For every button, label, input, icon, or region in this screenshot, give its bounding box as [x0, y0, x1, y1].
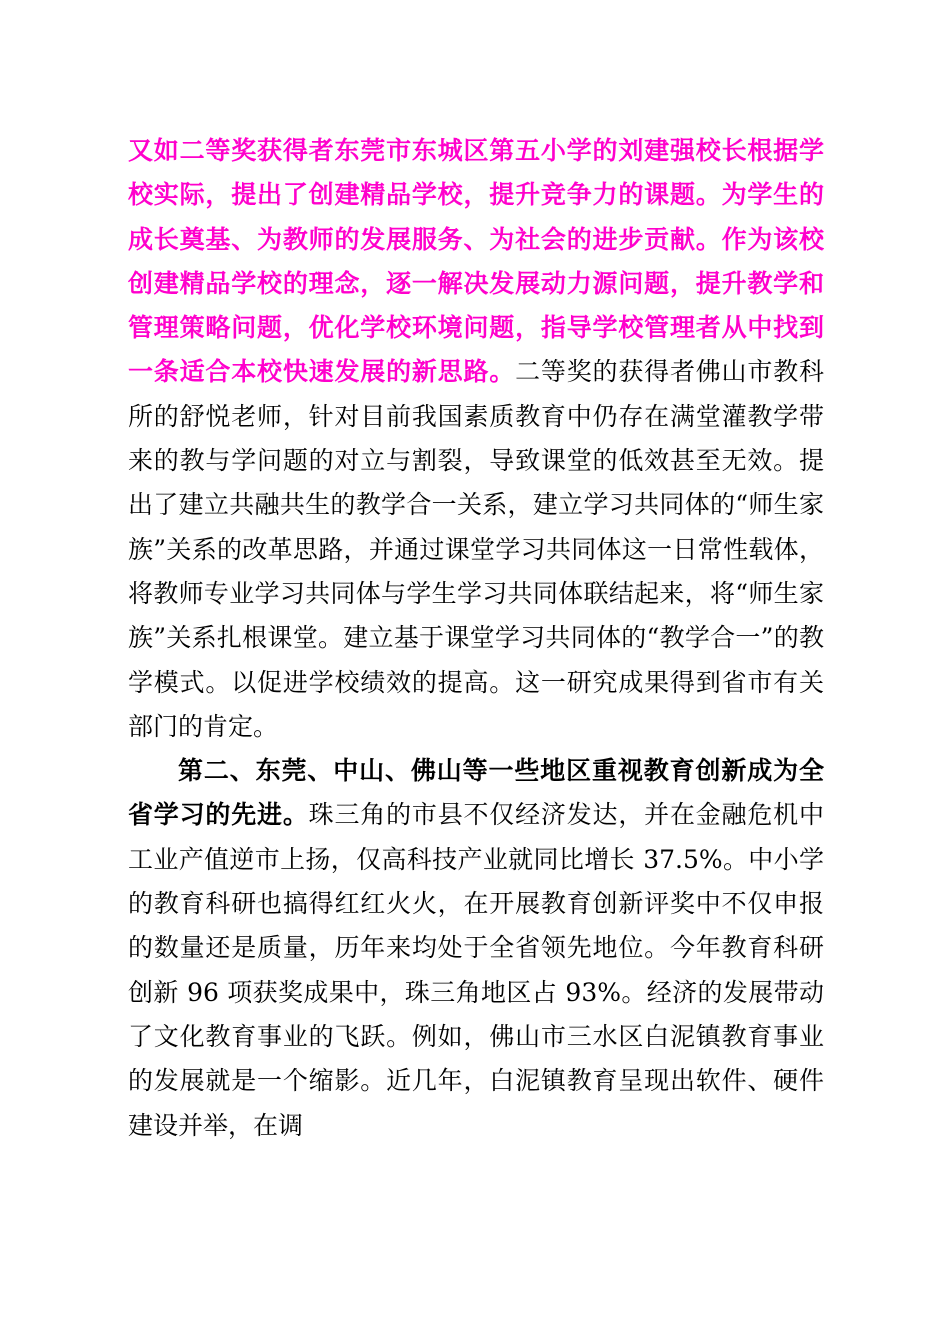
paragraph-text: 珠三角的市县不仅经济发达，并在金融危机中工业产值逆市上扬，仅高科技产业就同比增长 37.5%。中小学的教育科研也搞得红红火火，在开展教育创新评奖中不仅申报的数量还是质量，历年来均处于全省领先地位。今年教育科研创新 96 项获奖成果中，珠三角地区占 93%。经济的发展带动了文化教育事业的飞跃。例如，佛山市三水区白泥镇教育事业的发展就是一个缩影。近几年，白泥镇教育呈现出软件、硬件建设并举，在调 [128, 800, 824, 1140]
paragraph-award-winners [128, 129, 824, 749]
document-body [128, 129, 824, 1148]
paragraph-text: 二等奖的获得者佛山市教科所的舒悦老师，针对目前我国素质教育中仍存在满堂灌教学带来的教与学问题的对立与割裂，导致课堂的低效甚至无效。提出了建立共融共生的教学合一关系，建立学习共同体的“师生家族”关系的改革思路，并通过课堂学习共同体这一日常性载体，将教师专业学习共同体与学生学习共同体联结起来，将“师生家族”关系扎根课堂。建立基于课堂学习共同体的“教学合一”的教学模式。以促进学校绩效的提高。这一研究成果得到省市有关部门的肯定。 [128, 357, 824, 741]
paragraph-innovation [128, 749, 824, 1148]
highlighted-text: 又如二等奖获得者东莞市东城区第五小学的刘建强校长根据学校实际，提出了创建精品学校，提升竞争力的课题。为学生的成长奠基、为教师的发展服务、为社会的进步贡献。作为该校创建精品学校的理念，逐一解决发展动力源问题，提升教学和管理策略问题，优化学校环境问题，指导学校管理者从中找到一条适合本校快速发展的新思路。 [128, 136, 824, 387]
section-heading: 第二、东莞、中山、佛山等一些地区重视教育创新成为全省学习的先进。 [128, 756, 824, 830]
